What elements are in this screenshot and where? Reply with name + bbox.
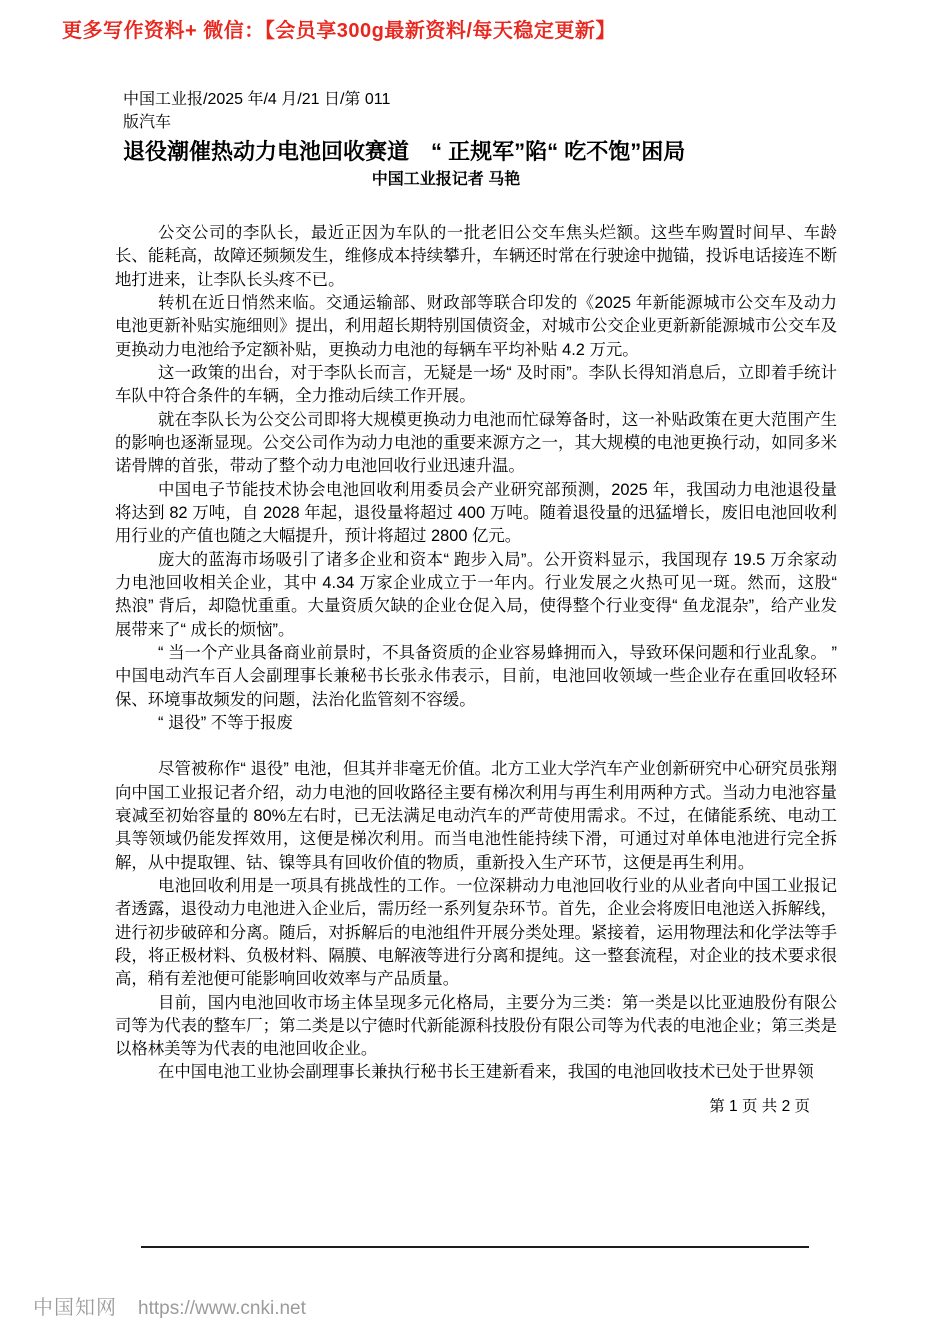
article-paragraph: 目前，国内电池回收市场主体呈现多元化格局，主要分为三类：第一类是以比亚迪股份有限公司等为代表的整车厂；第二类是以宁德时代新能源科技股份有限公司等为代表的电池企业；第三类是以格林美等为代表的电池回收企业。 xyxy=(115,993,837,1059)
article-paragraph: 电池回收利用是一项具有挑战性的工作。一位深耕动力电池回收行业的从业者向中国工业报记者透露，退役动力电池进入企业后，需历经一系列复杂环节。首先，企业会将废旧电池送入拆解线，进行初步破碎和分离。随后，对拆解后的电池组件开展分类处理。紧接着，运用物理法和化学法等手段，将正极材料、负极材料、隔膜、电解液等进行分离和提纯。这一整套流程，对企业的技术要求很高，稍有差池便可能影响回收效率与产品质量。 xyxy=(115,876,837,989)
article-container xyxy=(115,88,837,1085)
article-paragraph: 这一政策的出台，对于李队长而言，无疑是一场“ 及时雨”。李队长得知消息后，立即着手统计车队中符合条件的车辆，全力推动后续工作开展。 xyxy=(115,363,837,406)
publication-info xyxy=(123,88,837,134)
article-paragraph: 庞大的蓝海市场吸引了诸多企业和资本“ 跑步入局”。公开资料显示，我国现存 19.5 万余家动力电池回收相关企业，其中 4.34 万家企业成立于一年内。行业发展之火热可见一斑。然而，这股“ 热浪” 背后，却隐忧重重。大量资质欠缺的企业仓促入局，使得整个行业变得“ 鱼龙混杂”，给产业发展带来了“ 成长的烦恼”。 xyxy=(115,550,837,639)
publication-source-line: 中国工业报/2025 年/4 月/21 日/第 011 xyxy=(123,91,391,108)
cnki-url: https://www.cnki.net xyxy=(138,1298,306,1319)
section-subheading: “ 退役” 不等于报废 xyxy=(158,713,293,732)
article-paragraph: “ 当一个产业具备商业前景时，不具备资质的企业容易蜂拥而入，导致环保问题和行业乱象。 ” 中国电动汽车百人会副理事长兼秘书长张永伟表示，目前，电池回收领域一些企业存在重回收轻环保、环境事故频发的问题，法治化监管刻不容缓。 xyxy=(115,643,837,709)
promo-banner: 更多写作资料+ 微信：【会员享300g最新资料/每天稳定更新】 xyxy=(62,20,616,42)
cnki-watermark xyxy=(33,1291,306,1320)
footer-divider xyxy=(141,1246,809,1248)
cnki-logo: 中国知网 xyxy=(33,1297,117,1319)
article-paragraph: 就在李队长为公交公司即将大规模更换动力电池而忙碌筹备时，这一补贴政策在更大范围产生的影响也逐渐显现。公交公司作为动力电池的重要来源方之一，其大规模的电池更换行动，如同多米诺骨牌的首张，带动了整个动力电池回收行业迅速升温。 xyxy=(115,410,837,476)
article-paragraph: 公交公司的李队长，最近正因为车队的一批老旧公交车焦头烂额。这些车购置时间早、车龄长、能耗高，故障还频频发生，维修成本持续攀升，车辆还时常在行驶途中抛锚，投诉电话接连不断地打进来，让李队长头疼不已。 xyxy=(115,224,837,289)
publication-edition-line: 版汽车 xyxy=(123,114,172,131)
page-indicator: 第 1 页 共 2 页 xyxy=(709,1098,810,1115)
article-paragraph: 中国电子节能技术协会电池回收利用委员会产业研究部预测，2025 年，我国动力电池退役量将达到 82 万吨，自 2028 年起，退役量将超过 400 万吨。随着退役量的迅猛增长，废旧电池回收利用行业的产值也随之大幅提升，预计将超过 2800 亿元。 xyxy=(115,480,837,546)
article-body xyxy=(115,222,837,1085)
article-paragraph: 尽管被称作“ 退役” 电池，但其并非毫无价值。北方工业大学汽车产业创新研究中心研究员张翔向中国工业报记者介绍，动力电池的回收路径主要有梯次利用与再生利用两种方式。当动力电池容量衰减至初始容量的 80%左右时，已无法满足电动汽车的严苛使用需求。不过，在储能系统、电动工具等领域仍能发挥效用，这便是梯次利用。而当电池性能持续下滑，可通过对单体电池进行完全拆解，从中提取锂、钴、镍等具有回收价值的物质，重新投入生产环节，这便是再生利用。 xyxy=(115,760,837,872)
article-byline: 中国工业报记者 马艳 xyxy=(371,171,521,188)
article-title: 退役潮催热动力电池回收赛道 “ 正规军”陷“ 吃不饱”困局 xyxy=(123,139,686,164)
article-paragraph: 在中国电池工业协会副理事长兼执行秘书长王建新看来，我国的电池回收技术已处于世界领 xyxy=(158,1063,814,1082)
article-paragraph: 转机在近日悄然来临。交通运输部、财政部等联合印发的《2025 年新能源城市公交车及动力电池更新补贴实施细则》提出，利用超长期特别国债资金，对城市公交企业更新新能源城市公交车及更换动力电池给予定额补贴，更换动力电池的每辆车平均补贴 4.2 万元。 xyxy=(115,293,837,359)
